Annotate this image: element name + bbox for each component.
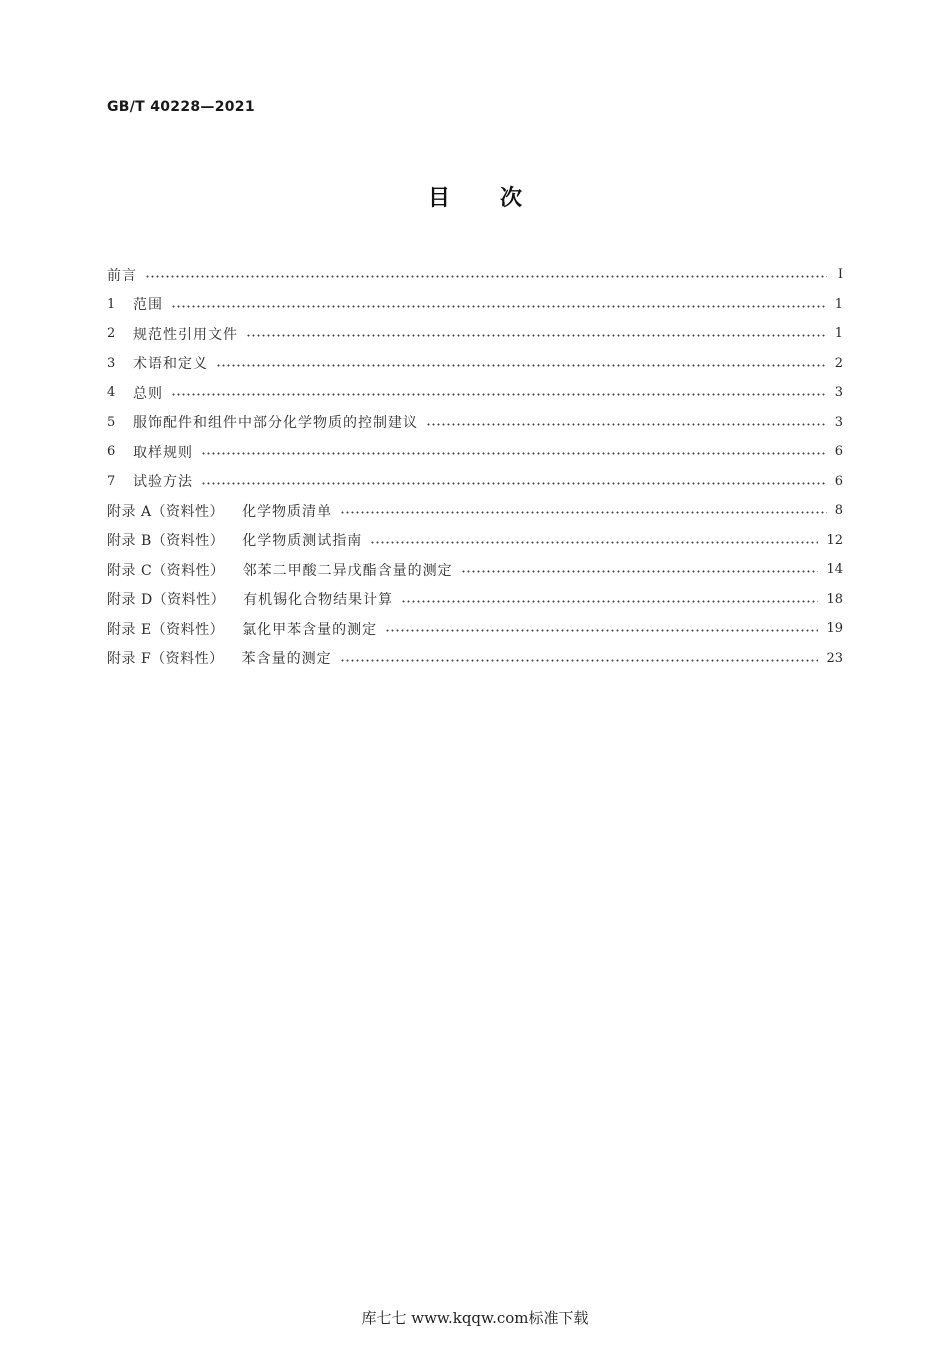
toc-entry-number: 6 xyxy=(107,444,116,460)
toc-entry-clause-2[interactable] xyxy=(107,319,843,349)
toc-title xyxy=(0,181,950,212)
toc-entry-page: 3 xyxy=(834,385,843,401)
toc-entry-page: 3 xyxy=(834,414,843,430)
toc-entry-label: 苯含量的测定 xyxy=(241,651,332,668)
toc-entry-clause-7[interactable] xyxy=(107,467,843,497)
toc-entry-page: Ⅰ xyxy=(837,267,843,283)
toc-entry-clause-5[interactable] xyxy=(107,408,843,438)
toc-leader-dots xyxy=(145,275,827,278)
toc-entry-number: 4 xyxy=(107,385,116,401)
toc-leader-dots xyxy=(385,629,818,632)
toc-entry-clause-6[interactable] xyxy=(107,437,843,467)
toc-entry-annex-e[interactable] xyxy=(107,614,843,644)
toc-title-part2: 次 xyxy=(500,186,523,211)
toc-leader-dots xyxy=(401,600,818,603)
toc-entry-page: 23 xyxy=(826,650,843,666)
toc-entry-annex-f[interactable] xyxy=(107,644,843,674)
toc-entry-foreword[interactable] xyxy=(107,260,843,290)
toc-entry-annex-d[interactable] xyxy=(107,585,843,615)
toc-annex-prefix: 附录 F（资料性） xyxy=(107,651,224,668)
toc-leader-dots xyxy=(171,393,827,396)
toc-annex-prefix: 附录 C（资料性） xyxy=(107,562,225,579)
toc-entry-label: 邻苯二甲酸二异戊酯含量的测定 xyxy=(242,562,453,579)
toc-entry-label: 氯化甲苯含量的测定 xyxy=(242,621,378,638)
toc-annex-prefix: 附录 B（资料性） xyxy=(107,533,225,550)
toc-entry-label: 化学物质清单 xyxy=(242,503,333,520)
toc-entry-clause-4[interactable] xyxy=(107,378,843,408)
standard-code: GB/T 40228—2021 xyxy=(107,99,255,115)
toc-entry-number: 5 xyxy=(107,414,116,430)
toc-annex-prefix: 附录 E（资料性） xyxy=(107,621,225,638)
toc-annex-prefix: 附录 A（资料性） xyxy=(107,503,225,520)
toc-leader-dots xyxy=(370,541,818,544)
toc-leader-dots xyxy=(201,482,827,485)
toc-entry-clause-3[interactable] xyxy=(107,349,843,379)
toc-entry-label: 术语和定义 xyxy=(133,356,208,373)
toc-entry-page: 1 xyxy=(834,296,843,312)
toc-entry-label: 服饰配件和组件中部分化学物质的控制建议 xyxy=(133,415,418,432)
toc-entry-page: 8 xyxy=(834,503,843,519)
toc-annex-prefix: 附录 D（资料性） xyxy=(107,592,226,609)
toc-entry-clause-1[interactable] xyxy=(107,290,843,320)
toc-entry-label: 总则 xyxy=(133,385,163,402)
toc-leader-dots xyxy=(461,570,819,573)
toc-entry-page: 6 xyxy=(834,444,843,460)
toc-entry-label: 化学物质测试指南 xyxy=(242,533,363,550)
toc-leader-dots xyxy=(246,334,827,337)
toc-title-part1: 目 xyxy=(427,186,450,211)
toc-leader-dots xyxy=(426,423,827,426)
toc-entry-page: 19 xyxy=(826,621,843,637)
toc-entry-label: 规范性引用文件 xyxy=(133,326,238,343)
toc-leader-dots xyxy=(216,364,827,367)
toc-entry-annex-c[interactable] xyxy=(107,555,843,585)
toc-entry-annex-b[interactable] xyxy=(107,526,843,556)
toc-entry-number: 2 xyxy=(107,326,116,342)
toc-entry-label: 有机锡化合物结果计算 xyxy=(243,592,394,609)
toc-entry-label: 前言 xyxy=(107,267,137,284)
toc-entry-page: 6 xyxy=(834,473,843,489)
toc-leader-dots xyxy=(201,452,827,455)
toc-entry-number: 1 xyxy=(107,296,116,312)
footer-watermark: 库七七 www.kqqw.com标准下载 xyxy=(361,1309,589,1327)
toc-leader-dots xyxy=(340,659,819,662)
toc-entry-label: 范围 xyxy=(133,297,163,314)
table-of-contents xyxy=(107,260,843,673)
toc-entry-page: 1 xyxy=(834,326,843,342)
toc-entry-annex-a[interactable] xyxy=(107,496,843,526)
toc-entry-page: 2 xyxy=(834,355,843,371)
toc-entry-page: 14 xyxy=(826,562,843,578)
toc-entry-label: 试验方法 xyxy=(133,474,193,491)
toc-entry-label: 取样规则 xyxy=(133,444,193,461)
toc-entry-page: 18 xyxy=(826,591,843,607)
toc-leader-dots xyxy=(340,511,827,514)
toc-entry-page: 12 xyxy=(826,532,843,548)
toc-leader-dots xyxy=(171,305,827,308)
toc-entry-number: 7 xyxy=(107,473,116,489)
toc-entry-number: 3 xyxy=(107,355,116,371)
